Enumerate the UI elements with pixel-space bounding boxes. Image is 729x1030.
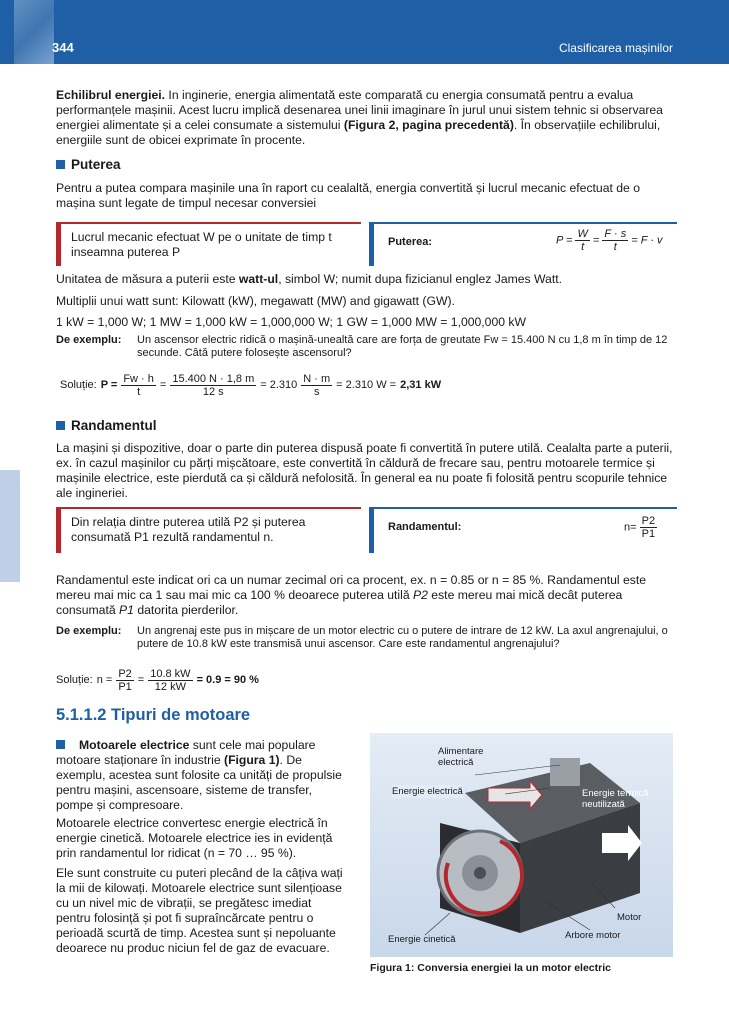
header-image bbox=[14, 0, 54, 64]
power-label: Puterea: bbox=[388, 236, 433, 248]
label-supply: Alimentare electrică bbox=[438, 746, 484, 768]
page-header bbox=[0, 0, 729, 64]
efficiency-definition-text: Din relația dintre puterea utilă P2 și puterea consumată P1 rezultă randamentul n. bbox=[71, 515, 306, 544]
power-formula: P = $\frac{W}{t}$ = $\frac{F \cdot s}{t}$ = F · v bbox=[556, 228, 663, 253]
conversions-paragraph: 1 kW = 1,000 W; 1 MW = 1,000 kW = 1,000,000 W; 1 GW = 1,000 MW = 1,000,000 kW bbox=[56, 315, 526, 329]
label-thermal-energy: Energie termică neutilizată bbox=[582, 788, 649, 810]
intro-lead: Echilibrul energiei. bbox=[56, 88, 166, 102]
solution1: Soluție: P = $\frac{Fw \cdot h}{t}$ = $\frac{15.400 N \cdot 1,8 m}{12 s}$ = 2.310 $\frac{N \cdot m}{s}$ = 2.310 W = 2,31 kW bbox=[60, 373, 442, 398]
chapter-title: Clasificarea mașinilor bbox=[558, 41, 673, 55]
label-electric-energy: Energie electrică bbox=[392, 786, 463, 797]
example2-label: De exemplu: bbox=[56, 625, 122, 637]
efficiency-formula-box bbox=[369, 507, 677, 553]
bullet-square-icon bbox=[56, 421, 65, 430]
motor-figure bbox=[370, 733, 673, 957]
multiples-paragraph: Multiplii unui watt sunt: Kilowatt (kW), megawatt (MW) and gigawatt (GW). bbox=[56, 294, 455, 308]
subsection-heading: 5.1.1.2 Tipuri de motoare bbox=[56, 706, 251, 724]
section-randamentul-title: Randamentul bbox=[56, 418, 157, 433]
label-kinetic-energy: Energie cinetică bbox=[388, 934, 456, 945]
figure-caption: Figura 1: Conversia energiei la un motor electric bbox=[370, 962, 611, 974]
power-definition-box bbox=[56, 222, 361, 266]
efficiency-paragraph: Randamentul este indicat ori ca un numar zecimal ori ca procent, ex. n = 0.85 or n = 85 %. Randamentul este mereu mai mic ca 1 sau mai mic ca 100 % deoarece puterea utilă P2 este mereu mai mică decât puterea consumată P1 datorita pierderilor. bbox=[56, 573, 647, 617]
efficiency-definition-box bbox=[56, 507, 361, 553]
side-tab bbox=[0, 470, 20, 582]
randamentul-paragraph: La mașini și dispozitive, doar o parte din puterea dispusă poate fi convertită în putere utilă. Cealalta parte a puterii, ex. în cazul mașinilor cu părți mișcătoare, este convertită în căldură de frecare sau, pentru motoarele termice și mașinile electrice, este pierdută ca și căldură nefolosită. În general ea nu poate fi folosită pentru scopurile tehnice ale ingineriei. bbox=[56, 441, 673, 500]
figure-ref: (Figura 2, pagina precedentă) bbox=[343, 118, 514, 132]
bullet-square-icon bbox=[56, 160, 65, 169]
label-motor: Motor bbox=[617, 912, 642, 923]
motors-paragraph-3: Ele sunt construite cu puteri plecând de la câțiva wați la mii de kilowați. Motoarele electrice sunt silențioase cu un nivel mic de vibrații, se pregătesc imediat pentru folosință și pot fi supraîncărcate pentru o perioadă scurtă de timp. Acestea sunt și nepoluante deoarece nu produc niciun fel de gaz de evacuare. bbox=[56, 866, 343, 955]
efficiency-label: Randamentul: bbox=[388, 521, 462, 533]
power-formula-box bbox=[369, 222, 677, 266]
power-definition-text: Lucrul mecanic efectuat W pe o unitate de timp t inseamna puterea P bbox=[71, 230, 332, 259]
puterea-paragraph: Pentru a putea compara mașinile una în raport cu cealaltă, energia convertită și lucrul mecanic efectuat de o mașina sunt legate de timpul necesar conversiei bbox=[56, 181, 640, 210]
efficiency-formula: n= $\frac{P2}{P1}$ bbox=[624, 515, 656, 540]
example1-text: Un ascensor electric ridică o mașină-unealtă care are forța de greutate Fw = 15.400 N cu 1,8 m în timp de 12 secunde. Câtă putere folosește ascensorul? bbox=[137, 334, 668, 359]
motors-paragraph-2: Motoarele electrice convertesc energie electrică în energie cinetică. Motoarele electrice ies in evidență prin randamentul lor ridicat (n = 70 … 95 %). bbox=[56, 816, 333, 860]
intro-paragraph: Echilibrul energiei. In inginerie, energia alimentată este comparată cu energia consumată pentru a evalua performanțele mașinii. Acest lucru implică desenarea unei linii imaginare în jurul unui sistem tehnic si observarea energiei alimentate și a celei consumate a sistemului (Figura 2, pagina precedentă). În observațiile echilibrului, energiile sunt de obicei exprimate în procente. bbox=[56, 88, 663, 147]
section-puterea-title: Puterea bbox=[56, 157, 121, 172]
motors-paragraph-1: Motoarele electrice sunt cele mai populare motoare staționare în industrie (Figura 1). De exemplu, acestea sunt folosite ca unități de propulsie pentru mașini, ascensoare, sisteme de transfer, pompe și compresoare. bbox=[56, 738, 342, 812]
solution2: Soluție: n = $\frac{P2}{P1}$ = $\frac{10.8 kW}{12 kW}$ = 0.9 = 90 % bbox=[56, 668, 259, 693]
page-number: 344 bbox=[52, 40, 74, 55]
label-shaft: Arbore motor bbox=[565, 930, 621, 941]
bullet-square-icon bbox=[56, 740, 65, 749]
example1-label: De exemplu: bbox=[56, 334, 122, 346]
unit-paragraph: Unitatea de măsura a puterii este watt-ul, simbol W; numit dupa fizicianul englez James Watt. bbox=[56, 272, 562, 286]
example2-text: Un angrenaj este pus in mișcare de un motor electric cu o putere de intrare de 12 kW. La axul angrenajului, o putere de 10.8 kW este transmisă unui ascensor. Care este randamentul angrenajului? bbox=[137, 625, 668, 650]
